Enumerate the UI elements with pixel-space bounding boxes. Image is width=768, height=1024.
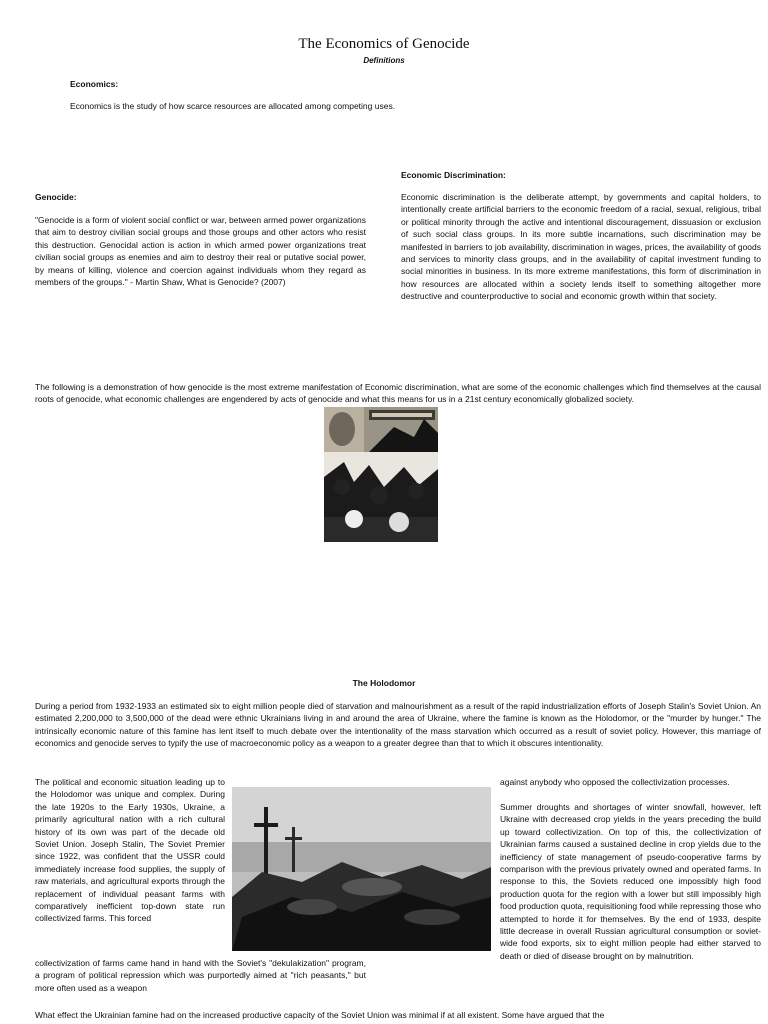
document-subtitle: Definitions (363, 56, 405, 65)
famine-photograph (232, 787, 491, 951)
econ-discrimination-definition: Economic discrimination is the deliberate attempt, by governments and capital holders, to intentionally create artificial barriers to the economic freedom of a racial, sexual, religious, tribal or political minority through the active and intentional discouragement, dissuasion or exclusion of such social class groups. In its more subtle incarnations, such discrimination may be manifested in barriers to job availability, discrimination in wages, prices, the availability of goods and services to minority class groups, and in the availability of capital investment funding to social minorities in business. In its more extreme manifestations, this form of discrimination in how resources are allocated within a society lends itself to something altogether more destructive and counterproductive to social and economic growth within that society. (401, 192, 761, 302)
holodomor-right-column-continuation: against anybody who opposed the collectivization processes. (500, 777, 730, 787)
holodomor-span-text: collectivization of farms came hand in hand with the Soviet's "dekulakization" program, a program of political repression which was purportedly aimed at "rich peasants," but more often used as a weapon (35, 958, 366, 993)
economics-definition: Economics is the study of how scarce resources are allocated among competing uses. (70, 101, 396, 111)
genocide-collage-image (324, 407, 438, 542)
holodomor-bottom-paragraph: What effect the Ukrainian famine had on the increased productive capacity of the Soviet Union was minimal if at all existent. Some have argued that the (35, 1010, 605, 1020)
holodomor-left-column: The political and economic situation leading up to the Holodomor was unique and complex. During the late 1920s to the Early 1930s, Ukraine, a primarily agricultural nation with a rich cultural history of its own was part of the decade old Soviet Union. Joseph Stalin, The Soviet Premier since 1922, was confident that the USSR could immediately increase food supplies, the supply of raw materials, and agricultural exports through the replacement of individual peasant farms with comparatively inefficient top-down state run collectivized farms. This forced (35, 777, 225, 924)
genocide-definition: "Genocide is a form of violent social conflict or war, between armed power organizations that aim to destroy civilian social groups and those groups and other actors who resist this destruction. Genocidal action is action in which armed power organizations treat civilian social groups as enemies and aim to destroy their real or putative social power, by means of killing, violence and coercion against individuals whom they regard as members of the groups." - Martin Shaw, What is Genocide? (2007) (35, 215, 366, 288)
holodomor-heading: The Holodomor (352, 678, 416, 688)
document-title: The Economics of Genocide (298, 36, 470, 52)
economics-heading: Economics: (70, 79, 119, 89)
genocide-heading: Genocide: (35, 192, 77, 202)
holodomor-right-column: Summer droughts and shortages of winter snowfall, however, left Ukraine with decreased crop yields in the years preceding the build up toward collectivization. On top of this, the collectivization of Ukrainian farms caused a sustained decline in crop yields due to the inefficiency of state management of pseudo-cooperative farms by comparison with the previous privately owned and operated farms. In response to this, the Soviets reduced one impossibly high food production quota for the region with a lower but still impossibly high food production quota, requisitioning food while repressing those who attempted to horde it for themselves. By the end of 1933, despite little decrease in overall Russian agricultural consumption or soviet-wide food exports, six to eight million people had either starved to death or died of disease brought on by malnutrition. (500, 802, 761, 961)
econ-discrimination-heading: Economic Discrimination: (401, 170, 506, 180)
intro-paragraph: The following is a demonstration of how genocide is the most extreme manifestation of Economic discrimination, what are some of the economic challenges which find themselves at the causal roots of genocide, what economic challenges are engendered by acts of genocide and what this means for us in a 21st century economically globalized society. (35, 382, 761, 405)
holodomor-intro-paragraph: During a period from 1932-1933 an estimated six to eight million people died of starvation and malnourishment as a result of the rapid industrialization efforts of Joseph Stalin's Soviet Union. An estimated 2,200,000 to 3,500,000 of the dead were ethnic Ukrainians living in and around the area of Ukraine, where the famine is known as the Holodomor, or the "murder by hunger." The intrinsically economic nature of this famine has lent itself to much debate over the intentionality of the mass starvation which occurred as a result of soviet policy. However, this marriage of economics and genocide serves to typify the use of macroeconomic policy as a weapon to a greater degree than that to which it obscures intentionality. (35, 701, 761, 749)
